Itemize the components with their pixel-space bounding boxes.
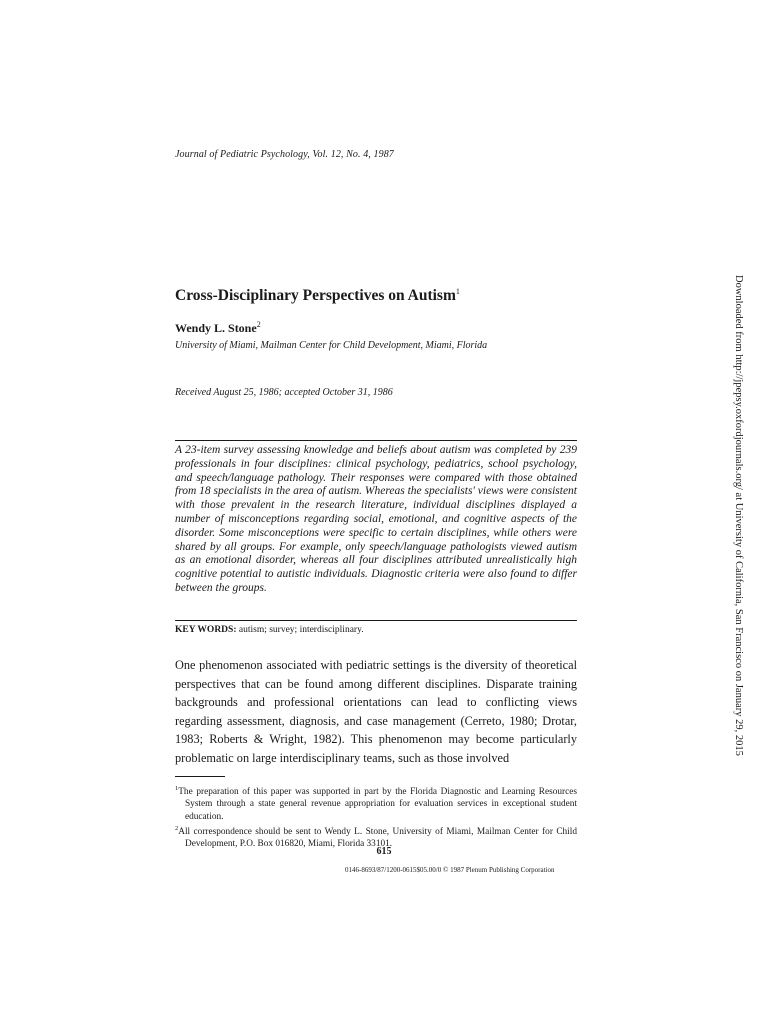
article-title-text: Cross-Disciplinary Perspectives on Autism — [175, 287, 456, 305]
body-paragraph: One phenomenon associated with pediatric settings is the diversity of theoretical perspectives that can be found among different disciplines. Disparate training backgrounds and professional orientations can lead to conflicting views regarding assessment, diagnosis, and case management (Cerreto, 1980; Drotar, 1983; Roberts & Wright, 1982). This phenomenon may become particularly problematic on large interdisciplinary teams, such as those involved — [175, 658, 577, 765]
abstract-top-rule — [175, 440, 577, 441]
title-footnote-marker: 1 — [455, 287, 460, 296]
download-stamp: Downloaded from http://jpepsy.oxfordjournals.org/ at University of California, San Francisco on January 29, 2015 — [733, 275, 744, 756]
journal-citation: Journal of Pediatric Psychology, Vol. 12, No. 4, 1987 — [175, 149, 394, 160]
keywords — [175, 625, 364, 635]
author-affiliation: University of Miami, Mailman Center for Child Development, Miami, Florida — [175, 340, 488, 351]
footnote-marker: 1 — [175, 785, 179, 792]
article-title — [175, 287, 460, 305]
footnote-1 — [175, 783, 577, 823]
page-number: 615 — [376, 846, 392, 857]
footnotes — [175, 783, 577, 850]
author-footnote-marker: 2 — [256, 320, 261, 329]
footnote-text: All correspondence should be sent to Wendy L. Stone, University of Miami, Mailman Center for Child Development, P.O. Box 016820, Miami, Florida 33101. — [178, 826, 577, 849]
footnote-text: The preparation of this paper was supported in part by the Florida Diagnostic and Learning Resources System through a state general revenue appropriation for evaluation services in exceptional student education. — [178, 787, 577, 822]
footnote-rule — [175, 776, 225, 777]
abstract-bottom-rule — [175, 620, 577, 621]
abstract-text: A 23-item survey assessing knowledge and beliefs about autism was completed by 239 professionals in four disciplines: clinical psychology, pediatrics, school psychology, and speech/language pathology. Their responses were compared with those obtained from 18 specialists in the area of autism. Whereas the specialists' views were consistent with those prevalent in the research literature, individual disciplines displayed a number of misconceptions regarding social, emotional, and cognitive aspects of the disorder. Some misconceptions were specific to certain disciplines, while others were shared by all groups. For example, only speech/language pathologists viewed autism as an emotional disorder, whereas all four disciplines attributed unrealistically high cognitive potential to autistic individuals. Diagnostic criteria were also found to differ between the groups. — [175, 444, 577, 594]
received-dates: Received August 25, 1986; accepted October 31, 1986 — [175, 387, 393, 398]
keywords-text: autism; survey; interdisciplinary. — [238, 625, 364, 635]
keywords-label: KEY WORDS: — [175, 625, 237, 635]
copyright-line: 0146-8693/87/1200-0615$05.00/0 © 1987 Plenum Publishing Corporation — [345, 866, 555, 874]
author-name: Wendy L. Stone — [175, 321, 257, 335]
article-author — [175, 320, 261, 336]
footnote-marker: 2 — [175, 824, 179, 832]
